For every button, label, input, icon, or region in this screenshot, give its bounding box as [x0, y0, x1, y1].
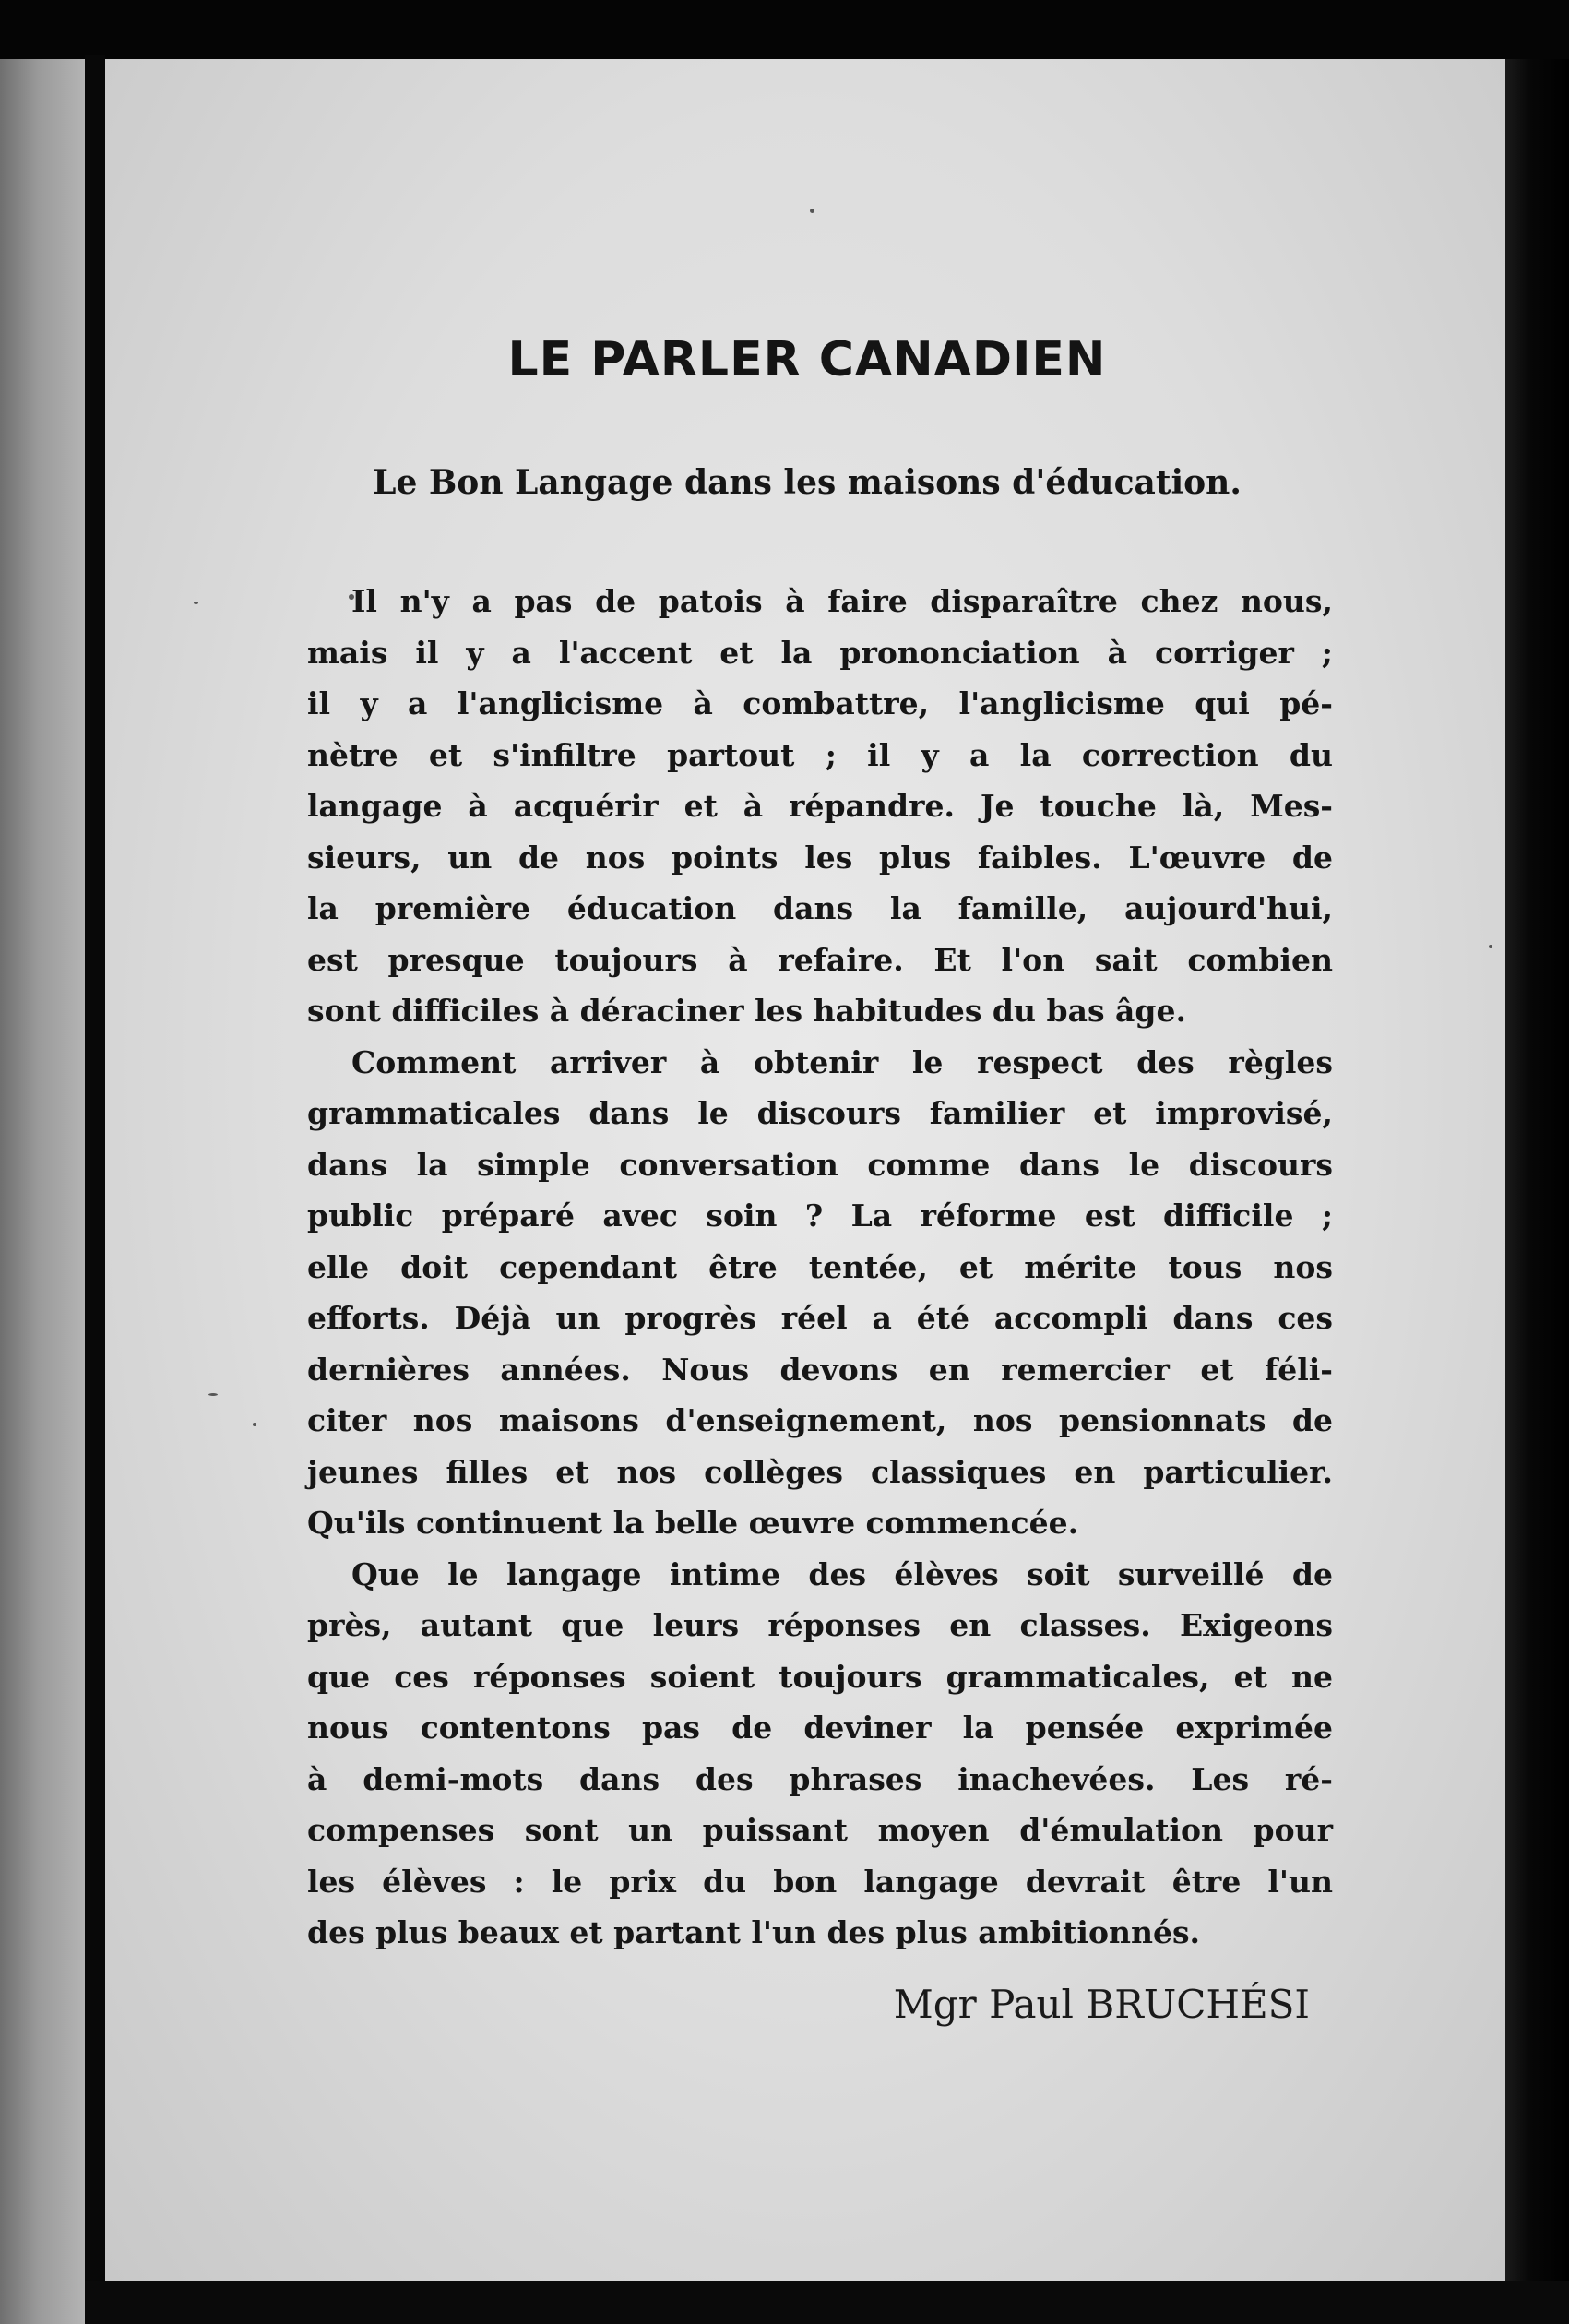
scan-right-edge: [1505, 59, 1569, 2324]
text-line: la première éducation dans la famille, aujourd'hui,: [307, 890, 1333, 926]
text-line: près, autant que leurs réponses en classes. Exigeons: [307, 1607, 1333, 1643]
page-title: LE PARLER CANADIEN: [507, 332, 1107, 387]
text-line: sieurs, un de nos points les plus faibles. L'œuvre de: [307, 839, 1333, 876]
text-line: Il n'y a pas de patois à faire disparaître chez nous,: [351, 583, 1333, 619]
dust-speck: [253, 1423, 256, 1426]
text-line: Qu'ils continuent la belle œuvre commencée.: [307, 1505, 1079, 1541]
dust-speck: [810, 209, 814, 213]
dust-speck: [194, 602, 198, 604]
text-line: des plus beaux et partant l'un des plus ambitionnés.: [307, 1914, 1201, 1950]
text-line: Que le langage intime des élèves soit surveillé de: [351, 1555, 1333, 1592]
text-line: il y a l'anglicisme à combattre, l'anglicisme qui pé-: [307, 685, 1333, 721]
text-line: grammaticales dans le discours familier et improvisé,: [307, 1095, 1333, 1131]
page-subtitle: Le Bon Langage dans les maisons d'éducation.: [373, 463, 1242, 502]
scan-left-rule: [85, 55, 105, 2324]
text-line: jeunes filles et nos collèges classiques en particulier.: [307, 1453, 1333, 1490]
text-line: les élèves : le prix du bon langage devrait être l'un: [307, 1863, 1333, 1900]
text-line: à demi-mots dans des phrases inachevées. Les ré-: [307, 1760, 1333, 1797]
text-line: langage à acquérir et à répandre. Je touche là, Mes-: [307, 788, 1333, 824]
text-line: est presque toujours à refaire. Et l'on sait combien: [307, 941, 1333, 978]
text-line: dernières années. Nous devons en remercier et féli-: [307, 1351, 1333, 1388]
text-line: Comment arriver à obtenir le respect des règles: [351, 1043, 1333, 1080]
text-line: citer nos maisons d'enseignement, nos pensionnats de: [307, 1402, 1333, 1438]
scan-top-border: [0, 0, 1569, 59]
text-line: sont difficiles à déraciner les habitudes du bas âge.: [307, 993, 1186, 1029]
text-line: elle doit cependant être tentée, et mérite tous nos: [307, 1248, 1333, 1285]
text-line: que ces réponses soient toujours grammaticales, et ne: [307, 1658, 1333, 1695]
text-line: nètre et s'infiltre partout ; il y a la correction du: [307, 736, 1333, 773]
text-line: mais il y a l'accent et la prononciation à corriger ;: [307, 634, 1333, 671]
text-line: nous contentons pas de deviner la pensée exprimée: [307, 1710, 1333, 1746]
body-text: [307, 576, 1333, 1959]
signature: Mgr Paul BRUCHÉSI: [893, 1982, 1310, 2027]
text-line: public préparé avec soin ? La réforme est difficile ;: [307, 1198, 1333, 1234]
text-line: efforts. Déjà un progrès réel a été accompli dans ces: [307, 1300, 1333, 1336]
text-line: compenses sont un puissant moyen d'émulation pour: [307, 1812, 1333, 1848]
dust-speck: [1489, 945, 1492, 948]
scan-left-margin: [0, 59, 85, 2324]
dust-speck: [208, 1393, 218, 1396]
text-line: dans la simple conversation comme dans le discours: [307, 1146, 1333, 1183]
scan-bottom-edge: [85, 2281, 1569, 2324]
